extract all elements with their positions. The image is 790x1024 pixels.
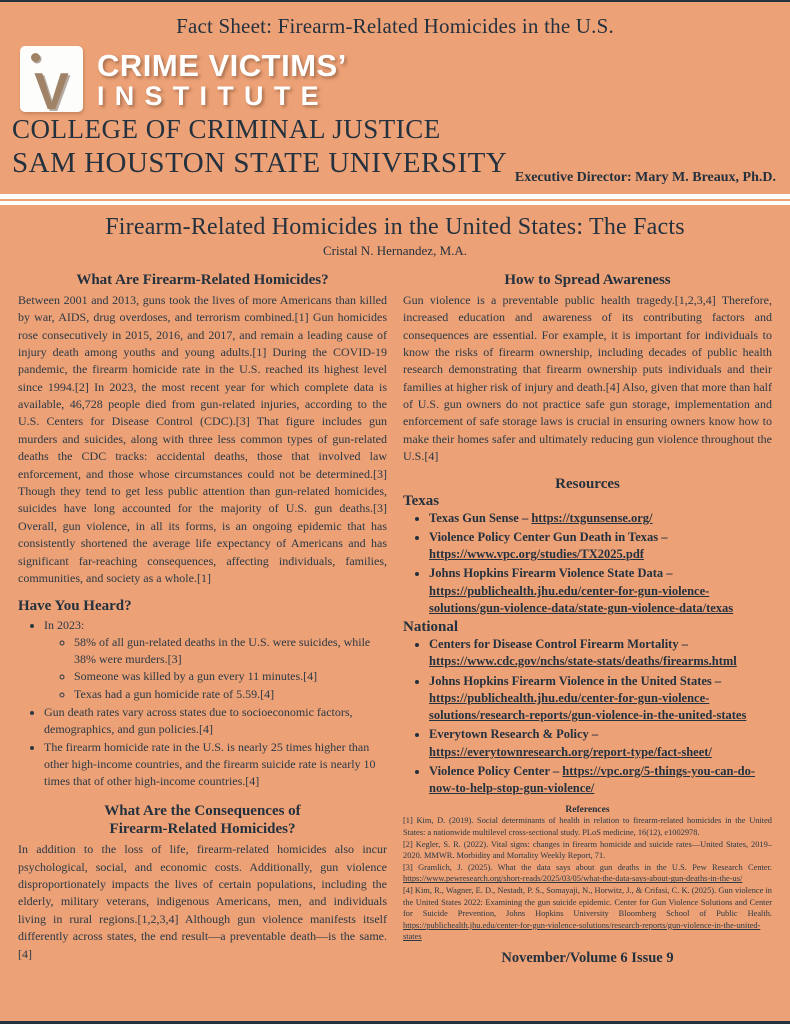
resource-item (429, 565, 772, 617)
list-item-text: Gun death rates vary across states due to socioeconomic factors, demographics, and gun policies.[4] (44, 704, 353, 736)
list-item-text: In 2023: (44, 618, 85, 633)
reference-text: [4] Kim, R., Wagner, E. D., Nestadt, P. S., Somayaji, N., Horwitz, J., & Crifasi, C. K. (2025). Gun violence in the United States 2022: Examining the gun suicide epidemic. Center for Gun Violence Solutions and Center for Suicide Prevention, Johns Hopkins University Bloomberg School of Public Health. (403, 885, 772, 919)
reference-item (403, 815, 772, 838)
logo-row (20, 46, 347, 121)
resource-link[interactable]: https://www.cdc.gov/nchs/state-stats/deaths/firearms.html (429, 654, 737, 669)
right-column (403, 271, 772, 967)
list-item-text: The firearm homicide rate in the U.S. is nearly 25 times higher than other high-income countries, and the firearm suicide rate is nearly 10 times that of other high-income countries.[4] (44, 739, 376, 788)
section-heading-consequences-line1: What Are the Consequences of (104, 802, 301, 819)
resource-link[interactable]: https://vpc.org/5-things-you-can-do-now-to-help-stop-gun-violence/ (429, 763, 756, 796)
org-name-line1: CRIME VICTIMS’ (97, 48, 347, 83)
cvi-logo (20, 46, 83, 121)
org-name-line2: INSTITUTE (97, 80, 329, 111)
main-content (0, 259, 790, 967)
resource-item (429, 510, 772, 527)
resource-item (429, 529, 772, 564)
issue-footer: November/Volume 6 Issue 9 (501, 949, 674, 966)
logo-dot-icon (31, 53, 40, 62)
national-resources-list (403, 636, 772, 797)
reference-item (403, 862, 772, 885)
list-item (74, 668, 387, 685)
resources-group-national: National (403, 619, 459, 636)
list-item (44, 704, 387, 738)
logo-v-icon: V (34, 63, 69, 121)
college-name: COLLEGE OF CRIMINAL JUSTICE (12, 114, 441, 144)
left-column (18, 271, 387, 967)
resource-name: Everytown Research & Policy – (429, 727, 599, 742)
resource-item (429, 673, 772, 725)
section-heading-what-are: What Are Firearm-Related Homicides? (76, 272, 329, 288)
reference-link[interactable]: https://www.pewresearch.org/short-reads/2025/03/05/what-the-data-says-about-gun-deaths-in-the-us/ (403, 874, 743, 884)
reference-item (403, 885, 772, 943)
list-item (74, 686, 387, 703)
resource-link[interactable]: https://www.vpc.org/studies/TX2025.pdf (429, 547, 644, 562)
executive-director: Executive Director: Mary M. Breaux, Ph.D. (514, 170, 776, 185)
section-heading-resources: Resources (555, 475, 620, 492)
paragraph-what-are: Between 2001 and 2013, guns took the lives of more Americans than killed by war, AIDS, drug overdoses, and terrorism combined.[1] Gun homicides rose consecutively in 2015, 2016, and 2017, and remain a leading cause of injury death among youths and young adults.[1] During the COVID-19 pandemic, the firearm homicide rate in the U.S. reached its highest level since 1994.[2] In 2023, the most recent year for which complete data is available, 46,728 people died from gun-related injuries, according to the U.S. Centers for Disease Control (CDC).[3] That figure includes gun murders and suicides, along with three less common types of gun-related deaths the CDC tracks: accidental deaths, those that involved law enforcement, and those whose circumstances could not be determined.[3] Though they tend to get less public attention than gun-related homicides, suicides have long accounted for the majority of U.S. gun deaths.[3] Overall, gun violence, in all its forms, is an ongoing epidemic that has consistently shortened the average life expectancy of Americans and has significant far-reaching consequences, affecting individuals, families, communities, and society as a whole.[1] (18, 292, 387, 585)
section-heading-awareness: How to Spread Awareness (504, 272, 671, 288)
list-item-text: Texas had a gun homicide rate of 5.59.[4] (74, 686, 275, 701)
section-heading-consequences-line2: Firearm-Related Homicides? (109, 821, 296, 838)
resource-link[interactable]: https://publichealth.jhu.edu/center-for-gun-violence-solutions/gun-violence-data/state-gun-violence-data/texas (429, 583, 734, 615)
section-heading-have-you-heard: Have You Heard? (18, 598, 132, 615)
list-item (44, 617, 387, 702)
resource-item (429, 726, 772, 761)
university-name: SAM HOUSTON STATE UNIVERSITY (12, 147, 508, 179)
paragraph-awareness: Gun violence is a preventable public health tragedy.[1,2,3,4] Therefore, increased education and awareness of its contributing factors and consequences are essential. For example, it is important for individuals to know the risks of firearm ownership, including decades of public health research demonstrating that firearm ownership puts individuals and their families at higher risk of injury and death.[4] Also, given that more than half of U.S. gun owners do not practice safe gun storage, implementation and enforcement of safe storage laws is crucial in ensuring owners know how to make their homes safer and ultimately reducing gun violence throughout the U.S.[4] (403, 292, 772, 464)
reference-link[interactable]: https://publichealth.jhu.edu/center-for-gun-violence-solutions/research-reports/gun-violence-in-the-united-states (403, 920, 761, 942)
page-author: Cristal N. Hernandez, M.A. (322, 243, 468, 258)
page-title: Firearm-Related Homicides in the United States: The Facts (105, 214, 685, 240)
resource-name: Violence Policy Center – (429, 763, 563, 778)
references (403, 805, 772, 943)
list-item (44, 739, 387, 790)
list-item-text: 58% of all gun-related deaths in the U.S. were suicides, while 38% were murders.[3] (74, 635, 371, 667)
org-name (97, 46, 347, 110)
resource-name: Texas Gun Sense – (429, 510, 532, 525)
fact-sheet-tagline: Fact Sheet: Firearm-Related Homicides in the U.S. (176, 14, 614, 38)
reference-text: [3] Gramlich, J. (2025). What the data says about gun deaths in the U.S. Pew Research Center. (403, 862, 772, 872)
list-item-text: Someone was killed by a gun every 11 minutes.[4] (74, 669, 318, 684)
resource-link[interactable]: https://publichealth.jhu.edu/center-for-gun-violence-solutions/research-reports/gun-violence-in-the-united-states (429, 690, 747, 723)
reference-text: [1] Kim, D. (2019). Social determinants of health in relation to firearm-related homicides in the United States: a nationwide multilevel cross-sectional study. PLoS medicine, 16(12), e1002978. (403, 816, 772, 837)
texas-resources-list (403, 510, 772, 618)
references-heading: References (565, 805, 610, 816)
list-item (74, 634, 387, 668)
header (0, 0, 790, 194)
in-2023-sublist (44, 634, 387, 702)
reference-item (403, 839, 772, 862)
have-you-heard-list (18, 617, 387, 789)
resource-name: Johns Hopkins Firearm Violence in the United States – (429, 673, 722, 688)
resource-name: Johns Hopkins Firearm Violence State Data – (429, 566, 673, 581)
resource-name: Centers for Disease Control Firearm Mortality – (429, 637, 688, 652)
reference-text: [2] Kegler, S. R. (2022). Vital signs: changes in firearm homicide and suicide rates—United States, 2019–2020. MMWR. Morbidity and Mortality Weekly Report, 71. (403, 839, 772, 861)
resources-group-texas: Texas (403, 492, 440, 509)
section-heading-consequences (18, 802, 387, 840)
paragraph-consequences: In addition to the loss of life, firearm-related homicides also incur psychological, social, and economic costs. Additionally, gun violence disproportionately impacts the lives of certain populations, including the elderly, military veterans, indigenous Americans, men, and individuals living in rural regions.[1,2,3,4] Although gun violence manifests itself differently across states, the end result—a preventable death—is the same.[4] (18, 842, 387, 961)
title-block (0, 205, 790, 259)
resource-item (429, 763, 772, 798)
resource-link[interactable]: https://txgunsense.org/ (531, 510, 653, 525)
resource-item (429, 636, 772, 671)
resource-name: Violence Policy Center Gun Death in Texas – (429, 529, 668, 544)
resource-link[interactable]: https://everytownresearch.org/report-type/fact-sheet/ (429, 744, 712, 759)
